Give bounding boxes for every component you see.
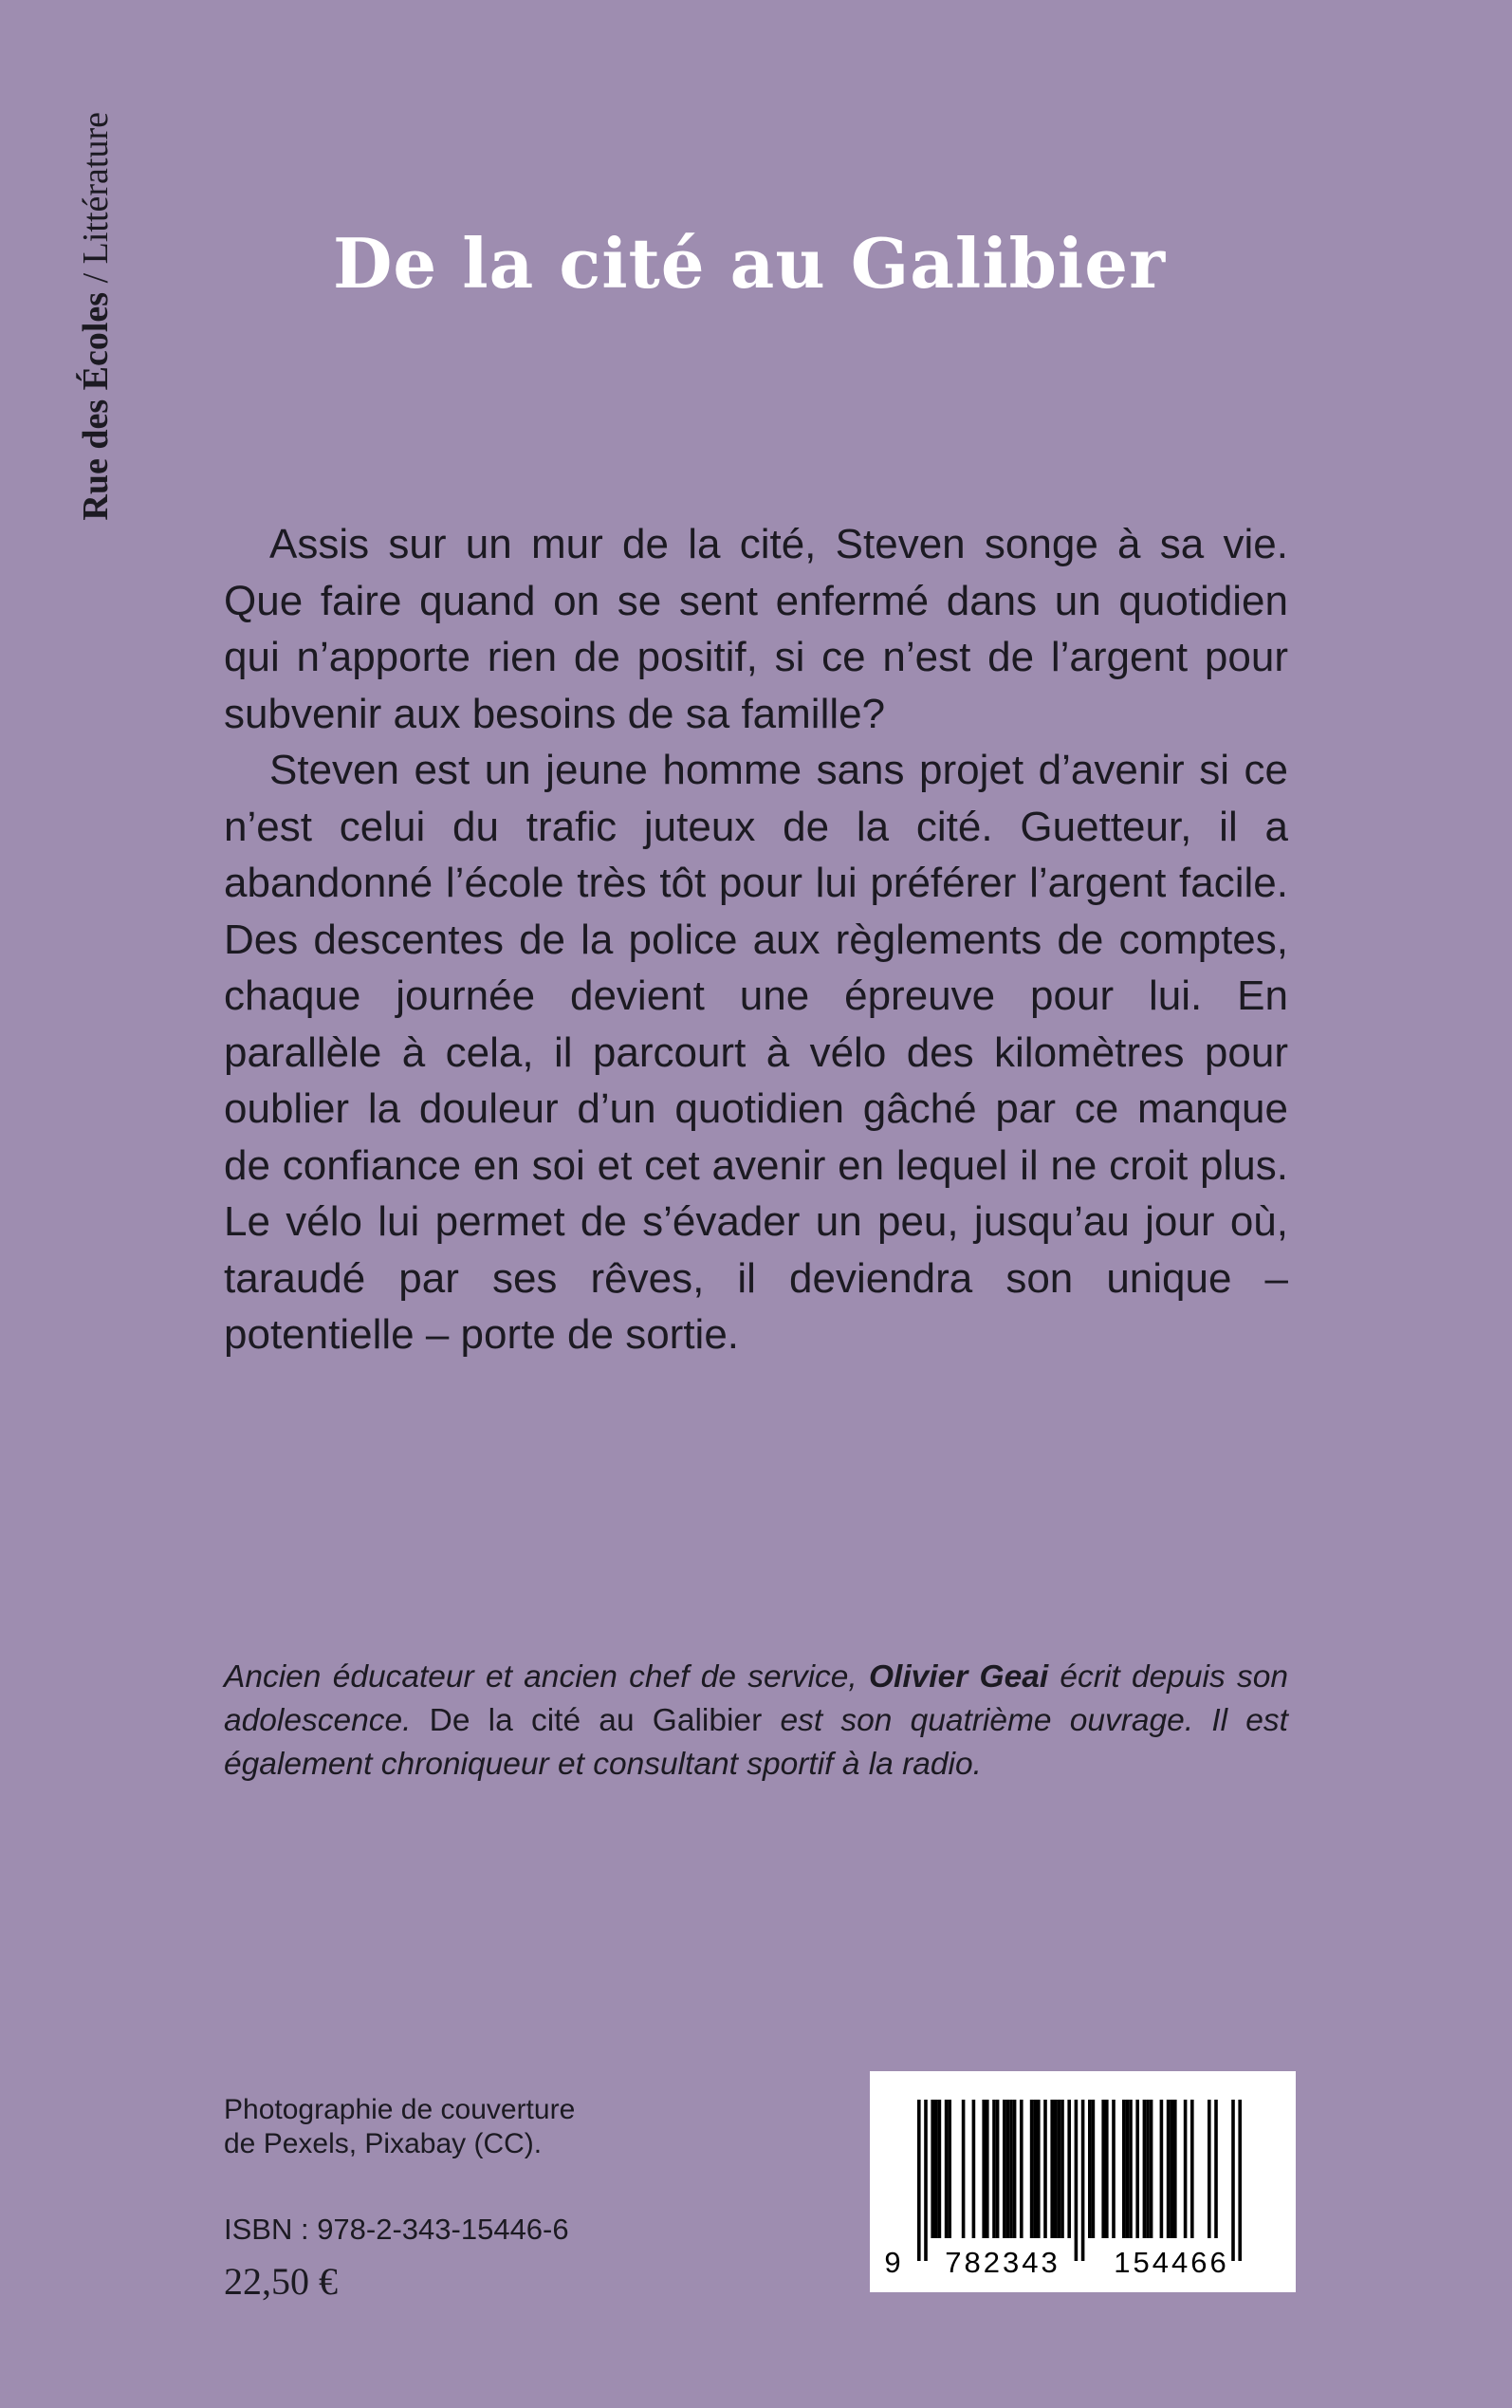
barcode-bar: [1033, 2100, 1037, 2238]
barcode-bar: [1129, 2100, 1133, 2238]
author-bio-part-3: est son quatrième ouvrage. Il est également chroniqueur et consultant sportif à la radio.: [224, 1703, 1288, 1782]
barcode-bar: [1067, 2100, 1071, 2238]
barcode-bar: [917, 2100, 921, 2261]
barcode-bar: [1167, 2100, 1171, 2238]
barcode-bar: [1173, 2100, 1177, 2238]
barcode-bar: [1135, 2100, 1139, 2238]
barcode-bar: [1060, 2100, 1064, 2238]
book-summary: [224, 516, 1288, 1363]
barcode-bar: [1030, 2100, 1034, 2238]
spine-label: [74, 112, 118, 664]
barcode-digit-first: 9: [884, 2246, 901, 2279]
photo-credit-line-1: Photographie de couverture: [224, 2094, 576, 2125]
barcode-bar: [1122, 2100, 1126, 2238]
barcode-bar: [1238, 2100, 1242, 2261]
barcode-bar: [996, 2100, 1000, 2238]
barcode-bar: [1054, 2100, 1058, 2238]
barcode-bar: [1105, 2100, 1109, 2238]
barcode-bar: [992, 2100, 996, 2238]
barcode-bar: [934, 2100, 938, 2238]
author-bio: [224, 1656, 1288, 1787]
barcode-bar: [1208, 2100, 1211, 2238]
barcode-bar: [1013, 2100, 1017, 2238]
series-name: Littérature: [76, 112, 116, 265]
barcode-graphic: [870, 2071, 1296, 2292]
spine-separator: /: [76, 264, 116, 292]
book-title: De la cité au Galibier: [332, 223, 1167, 304]
barcode-bar: [1214, 2100, 1218, 2238]
barcode-digits-right: 154466: [1114, 2246, 1229, 2279]
barcode-bar: [924, 2100, 928, 2261]
barcode-bar: [1101, 2100, 1105, 2238]
barcode-bar: [948, 2100, 951, 2238]
barcode-bar: [1043, 2100, 1047, 2238]
barcode-bar: [1006, 2100, 1010, 2238]
barcode-bar: [1075, 2100, 1079, 2261]
barcode-bar: [982, 2100, 986, 2238]
photo-credit-line-2: de Pexels, Pixabay (CC).: [224, 2128, 543, 2159]
barcode-bar: [1112, 2100, 1116, 2238]
barcode-bar: [1184, 2100, 1188, 2238]
barcode-bar: [1170, 2100, 1173, 2238]
barcode-bar: [986, 2100, 989, 2238]
barcode-bar: [962, 2100, 966, 2238]
author-bio-part-1: Ancien éducateur et ancien chef de service,: [224, 1659, 869, 1695]
barcode-bar: [972, 2100, 976, 2238]
summary-paragraph-2: Steven est un jeune homme sans projet d’avenir si ce n’est celui du trafic juteux de la cité. Guetteur, il a abandonné l’école très tôt pour lui préférer l’argent facile. Des descentes de la police aux règlements de comptes, chaque journée devient une épreuve pour lui. En parallèle à cela, il parcourt à vélo des kilomètres pour oublier la douleur d’un quotidien gâché par ce manque de confiance en soi et cet avenir en lequel il ne croit plus. Le vélo lui permet de s’évader un peu, jusqu’au jour où, taraudé par ses rêves, il deviendra son unique – potentielle – porte de sortie.: [224, 747, 1288, 1358]
barcode-bar: [1126, 2100, 1130, 2238]
barcode-bar: [931, 2100, 934, 2238]
barcode-bar: [1009, 2100, 1013, 2238]
barcode-bar: [1092, 2100, 1096, 2238]
barcode-bar: [1143, 2100, 1147, 2238]
barcode: [870, 2071, 1296, 2292]
price-label: 22,50 €: [224, 2260, 338, 2303]
barcode-bar: [1190, 2100, 1194, 2238]
barcode-bar: [1160, 2100, 1164, 2238]
barcode-bar: [1150, 2100, 1153, 2238]
isbn-number: ISBN : 978-2-343-15446-6: [224, 2213, 569, 2246]
barcode-bar: [1088, 2100, 1092, 2238]
collection-name: Rue des Écoles: [76, 291, 116, 521]
barcode-bar: [1050, 2100, 1054, 2238]
barcode-bar: [1058, 2100, 1061, 2238]
barcode-digits-left: 782343: [945, 2246, 1060, 2279]
photo-credit: [224, 2093, 793, 2161]
barcode-bar: [1146, 2100, 1150, 2238]
barcode-bar: [1231, 2100, 1235, 2261]
barcode-bar: [1020, 2100, 1023, 2238]
author-name: Olivier Geai: [868, 1659, 1049, 1695]
summary-paragraph-1: Assis sur un mur de la cité, Steven songe à sa vie. Que faire quand on se sent enfermé dans un quotidien qui n’apporte rien de positif, si ce n’est de l’argent pour subvenir aux besoins de sa famille?: [224, 521, 1288, 737]
barcode-bar: [1003, 2100, 1006, 2238]
barcode-bar: [945, 2100, 949, 2238]
barcode-bar: [1037, 2100, 1041, 2238]
barcode-bar: [1081, 2100, 1085, 2261]
author-bio-part-2: écrit depuis son adolescence.: [224, 1659, 1288, 1738]
author-bio-book-title: De la cité au Galibier: [429, 1703, 763, 1738]
barcode-bar: [938, 2100, 942, 2238]
